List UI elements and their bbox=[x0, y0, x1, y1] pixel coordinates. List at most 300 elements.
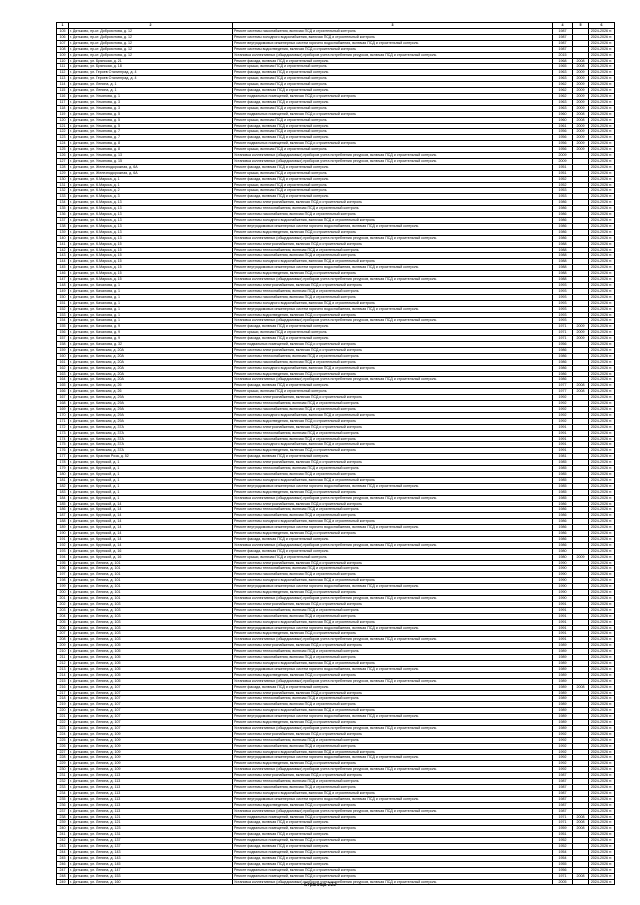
row-number-cell: 169 bbox=[57, 407, 69, 413]
work-type-cell: Ремонт подвальных помещений, включая ПСД и строительный контроль bbox=[233, 867, 553, 873]
row-number-cell: 222 bbox=[57, 720, 69, 726]
header-cell: 3 bbox=[233, 23, 553, 29]
work-type-cell: Ремонт внутридомовых инженерных систем горячего водоснабжения, включая ПСД и строительный контроль bbox=[233, 265, 553, 271]
build-year-cell: 1986 bbox=[553, 359, 573, 365]
build-year-cell: 1956 bbox=[553, 129, 573, 135]
address-cell: г. Дятьково, пр-кт. Доброхотова, д. 12 bbox=[69, 29, 233, 35]
last-repair-year-cell: 2009 bbox=[573, 76, 589, 82]
planned-period-cell: 2024-2026 гг. bbox=[589, 619, 615, 625]
planned-period-cell: 2024-2026 гг. bbox=[589, 223, 615, 229]
row-number-cell: 240 bbox=[57, 826, 69, 832]
row-number-cell: 122 bbox=[57, 129, 69, 135]
address-cell: г. Дятьково, ул. Железнодорожная, д. 6А bbox=[69, 164, 233, 170]
work-type-cell: Ремонт системы теплоснабжения, включая ПСД и строительный контроль bbox=[233, 566, 553, 572]
address-cell: г. Дятьково, ул. Киевская, д. 37А bbox=[69, 424, 233, 430]
work-type-cell: Ремонт системы холодного водоснабжения, включая ПСД и строительный контроль bbox=[233, 790, 553, 796]
address-cell: г. Дятьково, ул. Ленина, д. 121 bbox=[69, 820, 233, 826]
row-number-cell: 219 bbox=[57, 702, 69, 708]
build-year-cell: 1965 bbox=[553, 64, 573, 70]
planned-period-cell: 2024-2026 гг. bbox=[589, 572, 615, 578]
address-cell: г. Дятьково, ул. Ленина, д. 1 bbox=[69, 88, 233, 94]
planned-period-cell: 2024-2026 гг. bbox=[589, 70, 615, 76]
work-type-cell: Ремонт системы газоснабжения, включая ПСД и строительный контроль bbox=[233, 785, 553, 791]
address-cell: г. Дятьково, ул. Крупской, д. 1 bbox=[69, 495, 233, 501]
work-type-cell: Ремонт фасада, включая ПСД и строительный контроль bbox=[233, 99, 553, 105]
planned-period-cell: 2024-2026 гг. bbox=[589, 412, 615, 418]
address-cell: г. Дятьково, ул. Крупской, д. 16 bbox=[69, 554, 233, 560]
work-type-cell: Ремонт фасада, включая ПСД и строительный контроль bbox=[233, 88, 553, 94]
build-year-cell: 1960 bbox=[553, 117, 573, 123]
planned-period-cell: 2024-2026 гг. bbox=[589, 235, 615, 241]
build-year-cell: 2009 bbox=[553, 153, 573, 159]
address-cell: г. Дятьково, ул. Ленина, д. 137 bbox=[69, 844, 233, 850]
row-number-cell: 149 bbox=[57, 288, 69, 294]
planned-period-cell: 2024-2026 гг. bbox=[589, 342, 615, 348]
address-cell: г. Дятьково, ул. Ленина, д. 121 bbox=[69, 814, 233, 820]
work-type-cell: Ремонт фасада, включая ПСД и строительный контроль bbox=[233, 336, 553, 342]
row-number-cell: 187 bbox=[57, 513, 69, 519]
row-number-cell: 225 bbox=[57, 737, 69, 743]
row-number-cell: 226 bbox=[57, 743, 69, 749]
address-cell: г. Дятьково, ул. Крупской, д. 1 bbox=[69, 460, 233, 466]
work-type-cell: Ремонт крыши, включая ПСД и строительный контроль bbox=[233, 170, 553, 176]
work-type-cell: Ремонт подвальных помещений, включая ПСД и строительный контроль bbox=[233, 826, 553, 832]
planned-period-cell: 2024-2026 гг. bbox=[589, 566, 615, 572]
work-type-cell: Ремонт фасада, включая ПСД и строительный контроль bbox=[233, 855, 553, 861]
header-cell: 6 bbox=[589, 23, 615, 29]
row-number-cell: 208 bbox=[57, 637, 69, 643]
planned-period-cell: 2024-2026 гг. bbox=[589, 218, 615, 224]
work-type-cell: Ремонт системы газоснабжения, включая ПСД и строительный контроль bbox=[233, 212, 553, 218]
planned-period-cell: 2024-2026 гг. bbox=[589, 418, 615, 424]
work-type-cell: Ремонт фасада, включая ПСД и строительный контроль bbox=[233, 844, 553, 850]
address-cell: г. Дятьково, ул. Ленина, д. 103 bbox=[69, 637, 233, 643]
last-repair-year-cell: 2009 bbox=[573, 135, 589, 141]
address-cell: г. Дятьково, ул. К.Маркса, д. 3 bbox=[69, 194, 233, 200]
build-year-cell: 2005 bbox=[553, 879, 573, 885]
work-type-cell: Ремонт внутридомовых инженерных систем горячего водоснабжения, включая ПСД и строительный контроль bbox=[233, 755, 553, 761]
work-type-cell: Ремонт внутридомовых инженерных систем горячего водоснабжения, включая ПСД и строительный контроль bbox=[233, 525, 553, 531]
address-cell: г. Дятьково, ул. Крупской, д. 1 bbox=[69, 477, 233, 483]
address-cell: г. Дятьково, ул. Крупской, д. 16 bbox=[69, 548, 233, 554]
planned-period-cell: 2024-2026 гг. bbox=[589, 844, 615, 850]
build-year-cell: 1952 bbox=[553, 838, 573, 844]
row-number-cell: 154 bbox=[57, 318, 69, 324]
work-type-cell: Установка коллективных (общедомовых) приборов учета потребления ресурсов, включая ПСД и строительный контроль bbox=[233, 879, 553, 885]
address-cell: г. Дятьково, ул. К.Маркса, д. 1 bbox=[69, 182, 233, 188]
row-number-cell: 194 bbox=[57, 554, 69, 560]
work-type-cell: Ремонт системы водоотведения, включая ПСД и строительный контроль bbox=[233, 312, 553, 318]
build-year-cell: 1992 bbox=[553, 407, 573, 413]
row-number-cell: 112 bbox=[57, 70, 69, 76]
work-type-cell: Установка коллективных (общедомовых) приборов учета потребления ресурсов, включая ПСД и строительный контроль bbox=[233, 725, 553, 731]
row-number-cell: 246 bbox=[57, 861, 69, 867]
row-number-cell: 204 bbox=[57, 613, 69, 619]
planned-period-cell: 2024-2026 гг. bbox=[589, 702, 615, 708]
build-year-cell: 1993 bbox=[553, 288, 573, 294]
work-type-cell: Ремонт системы электроснабжения, включая ПСД и строительный контроль bbox=[233, 395, 553, 401]
address-cell: г. Дятьково, ул. Ленина, д. 109 bbox=[69, 731, 233, 737]
row-number-cell: 241 bbox=[57, 832, 69, 838]
planned-period-cell: 2024-2026 гг. bbox=[589, 513, 615, 519]
work-type-cell: Ремонт крыши, включая ПСД и строительный контроль bbox=[233, 182, 553, 188]
address-cell: г. Дятьково, ул. Киевская, д. 20А bbox=[69, 371, 233, 377]
address-cell: г. Дятьково, ул. Брянская, д. 18 bbox=[69, 64, 233, 70]
address-cell: г. Дятьково, ул. Качалова, д. 1 bbox=[69, 306, 233, 312]
planned-period-cell: 2024-2026 гг. bbox=[589, 761, 615, 767]
row-number-cell: 108 bbox=[57, 46, 69, 52]
row-number-cell: 191 bbox=[57, 536, 69, 542]
work-type-cell: Ремонт системы газоснабжения, включая ПСД и строительный контроль bbox=[233, 655, 553, 661]
planned-period-cell: 2024-2026 гг. bbox=[589, 536, 615, 542]
row-number-cell: 230 bbox=[57, 767, 69, 773]
planned-period-cell: 2024-2026 гг. bbox=[589, 64, 615, 70]
build-year-cell: 1992 bbox=[553, 767, 573, 773]
build-year-cell: 1986 bbox=[553, 212, 573, 218]
build-year-cell: 1990 bbox=[553, 578, 573, 584]
row-number-cell: 207 bbox=[57, 631, 69, 637]
work-type-cell: Ремонт фасада, включая ПСД и строительный контроль bbox=[233, 176, 553, 182]
work-type-cell: Ремонт подвальных помещений, включая ПСД и строительный контроль bbox=[233, 814, 553, 820]
address-cell: г. Дятьково, ул. Ленина, д. 109 bbox=[69, 761, 233, 767]
work-type-cell: Установка коллективных (общедомовых) приборов учета потребления ресурсов, включая ПСД и строительный контроль bbox=[233, 678, 553, 684]
planned-period-cell: 2024-2026 гг. bbox=[589, 129, 615, 135]
address-cell: г. Дятьково, ул. К.Маркса, д. 15 bbox=[69, 277, 233, 283]
last-repair-year-cell: 2008 bbox=[573, 873, 589, 879]
address-cell: г. Дятьково, ул. Крупской, д. 1 bbox=[69, 483, 233, 489]
row-number-cell: 110 bbox=[57, 58, 69, 64]
planned-period-cell: 2024-2026 гг. bbox=[589, 58, 615, 64]
row-number-cell: 200 bbox=[57, 590, 69, 596]
planned-period-cell: 2024-2026 гг. bbox=[589, 324, 615, 330]
row-number-cell: 111 bbox=[57, 64, 69, 70]
planned-period-cell: 2024-2026 гг. bbox=[589, 643, 615, 649]
build-year-cell: 1993 bbox=[553, 318, 573, 324]
address-cell: г. Дятьково, ул. Брянская, д. 21 bbox=[69, 58, 233, 64]
work-type-cell: Ремонт системы теплоснабжения, включая ПСД и строительный контроль bbox=[233, 507, 553, 513]
address-cell: г. Дятьково, ул. Ленина, д. 113 bbox=[69, 808, 233, 814]
address-cell: г. Дятьково, ул. Крупской, д. 1 bbox=[69, 471, 233, 477]
row-number-cell: 199 bbox=[57, 584, 69, 590]
address-cell: г. Дятьково, ул. Ленина, д. 113 bbox=[69, 796, 233, 802]
address-cell: г. Дятьково, ул. Ленина, д. 145 bbox=[69, 861, 233, 867]
work-type-cell: Ремонт системы газоснабжения, включая ПСД и строительный контроль bbox=[233, 253, 553, 259]
work-type-cell: Установка коллективных (общедомовых) приборов учета потребления ресурсов, включая ПСД и строительный контроль bbox=[233, 153, 553, 159]
planned-period-cell: 2024-2026 гг. bbox=[589, 40, 615, 46]
row-number-cell: 218 bbox=[57, 696, 69, 702]
last-repair-year-cell: 2009 bbox=[573, 99, 589, 105]
work-type-cell: Ремонт подвальных помещений, включая ПСД и строительный контроль bbox=[233, 849, 553, 855]
row-number-cell: 209 bbox=[57, 643, 69, 649]
work-type-cell: Ремонт крыши, включая ПСД и строительный контроль bbox=[233, 64, 553, 70]
row-number-cell: 249 bbox=[57, 879, 69, 885]
build-year-cell: 1992 bbox=[553, 755, 573, 761]
row-number-cell: 142 bbox=[57, 247, 69, 253]
row-number-cell: 145 bbox=[57, 265, 69, 271]
work-type-cell: Установка коллективных (общедомовых) приборов учета потребления ресурсов, включая ПСД и строительный контроль bbox=[233, 495, 553, 501]
work-type-cell: Ремонт системы теплоснабжения, включая ПСД и строительный контроль bbox=[233, 353, 553, 359]
address-cell: г. Дятьково, ул. Ульянова, д. 7 bbox=[69, 129, 233, 135]
planned-period-cell: 2024-2026 гг. bbox=[589, 678, 615, 684]
address-cell: г. Дятьково, ул. Красная Роза, д. 52 bbox=[69, 454, 233, 460]
header-cell: 2 bbox=[69, 23, 233, 29]
work-type-cell: Ремонт системы электроснабжения, включая ПСД и строительный контроль bbox=[233, 501, 553, 507]
build-year-cell: 1956 bbox=[553, 141, 573, 147]
work-type-cell: Ремонт системы электроснабжения, включая ПСД и строительный контроль bbox=[233, 690, 553, 696]
address-cell: г. Дятьково, ул. Качалова, д. 1 bbox=[69, 312, 233, 318]
work-type-cell: Ремонт системы холодного водоснабжения, включая ПСД и строительный контроль bbox=[233, 218, 553, 224]
row-number-cell: 138 bbox=[57, 223, 69, 229]
address-cell: г. Дятьково, ул. К.Маркса, д. 13 bbox=[69, 229, 233, 235]
row-number-cell: 164 bbox=[57, 377, 69, 383]
planned-period-cell: 2024-2026 гг. bbox=[589, 318, 615, 324]
planned-period-cell: 2024-2026 гг. bbox=[589, 164, 615, 170]
build-year-cell: 1992 bbox=[553, 412, 573, 418]
row-number-cell: 171 bbox=[57, 418, 69, 424]
build-year-cell: 1989 bbox=[553, 720, 573, 726]
address-cell: г. Дятьково, ул. Ульянова, д. 7 bbox=[69, 135, 233, 141]
row-number-cell: 120 bbox=[57, 117, 69, 123]
work-type-cell: Ремонт системы газоснабжения, включая ПСД и строительный контроль bbox=[233, 29, 553, 35]
row-number-cell: 182 bbox=[57, 483, 69, 489]
address-cell: г. Дятьково, ул. Ленина, д. 113 bbox=[69, 790, 233, 796]
planned-period-cell: 2024-2026 гг. bbox=[589, 525, 615, 531]
build-year-cell: 1989 bbox=[553, 643, 573, 649]
build-year-cell: 1980 bbox=[553, 554, 573, 560]
build-year-cell: 1986 bbox=[553, 501, 573, 507]
work-type-cell: Ремонт системы электроснабжения, включая ПСД и строительный контроль bbox=[233, 560, 553, 566]
address-cell: г. Дятьково, ул. Киевская, д. 29А bbox=[69, 407, 233, 413]
row-number-cell: 175 bbox=[57, 442, 69, 448]
build-year-cell: 1977 bbox=[553, 383, 573, 389]
address-cell: г. Дятьково, ул. Ульянова, д. 8 bbox=[69, 141, 233, 147]
planned-period-cell: 2024-2026 гг. bbox=[589, 749, 615, 755]
work-type-cell: Ремонт внутридомовых инженерных систем горячего водоснабжения, включая ПСД и строительный контроль bbox=[233, 306, 553, 312]
work-type-cell: Ремонт системы электроснабжения, включая ПСД и строительный контроль bbox=[233, 460, 553, 466]
planned-period-cell: 2024-2026 гг. bbox=[589, 501, 615, 507]
planned-period-cell: 2024-2026 гг. bbox=[589, 785, 615, 791]
last-repair-year-cell: 2008 bbox=[573, 826, 589, 832]
planned-period-cell: 2024-2026 гг. bbox=[589, 229, 615, 235]
row-number-cell: 107 bbox=[57, 40, 69, 46]
build-year-cell: 1991 bbox=[553, 436, 573, 442]
address-cell: г. Дятьково, ул. К.Маркса, д. 13 bbox=[69, 206, 233, 212]
planned-period-cell: 2024-2026 гг. bbox=[589, 879, 615, 885]
planned-period-cell: 2024-2026 гг. bbox=[589, 483, 615, 489]
work-type-cell: Ремонт системы газоснабжения, включая ПСД и строительный контроль bbox=[233, 471, 553, 477]
planned-period-cell: 2024-2026 гг. bbox=[589, 684, 615, 690]
row-number-cell: 141 bbox=[57, 241, 69, 247]
planned-period-cell: 2024-2026 гг. bbox=[589, 306, 615, 312]
build-year-cell: 1989 bbox=[553, 684, 573, 690]
planned-period-cell: 2024-2026 гг. bbox=[589, 708, 615, 714]
planned-period-cell: 2024-2026 гг. bbox=[589, 832, 615, 838]
planned-period-cell: 2024-2026 гг. bbox=[589, 802, 615, 808]
build-year-cell: 1952 bbox=[553, 844, 573, 850]
planned-period-cell: 2024-2026 гг. bbox=[589, 489, 615, 495]
row-number-cell: 115 bbox=[57, 88, 69, 94]
planned-period-cell: 2024-2026 гг. bbox=[589, 596, 615, 602]
build-year-cell: 1956 bbox=[553, 867, 573, 873]
row-number-cell: 162 bbox=[57, 365, 69, 371]
row-number-cell: 189 bbox=[57, 525, 69, 531]
address-cell: г. Дятьково, ул. Качалова, д. 1 bbox=[69, 282, 233, 288]
last-repair-year-cell: 2009 bbox=[573, 93, 589, 99]
address-cell: г. Дятьково, ул. Крупской, д. 14 bbox=[69, 501, 233, 507]
address-cell: г. Дятьково, ул. Ленина, д. 137 bbox=[69, 838, 233, 844]
work-type-cell: Ремонт фасада, включая ПСД и строительный контроль bbox=[233, 58, 553, 64]
row-number-cell: 117 bbox=[57, 99, 69, 105]
work-type-cell: Ремонт системы холодного водоснабжения, включая ПСД и строительный контроль bbox=[233, 519, 553, 525]
planned-period-cell: 2024-2026 гг. bbox=[589, 135, 615, 141]
address-cell: г. Дятьково, ул. Киевская, д. 20А bbox=[69, 353, 233, 359]
build-year-cell: 1986 bbox=[553, 377, 573, 383]
build-year-cell: 1971 bbox=[553, 336, 573, 342]
address-cell: г. Дятьково, ул. Крупской, д. 14 bbox=[69, 519, 233, 525]
work-type-cell: Ремонт фасада, включая ПСД и строительный контроль bbox=[233, 135, 553, 141]
work-type-cell: Ремонт крыши, включая ПСД и строительный контроль bbox=[233, 147, 553, 153]
address-cell: г. Дятьково, ул. Киевская, д. 37А bbox=[69, 448, 233, 454]
row-number-cell: 180 bbox=[57, 471, 69, 477]
build-year-cell: 1991 bbox=[553, 637, 573, 643]
build-year-cell: 1962 bbox=[553, 82, 573, 88]
address-cell: г. Дятьково, ул. Ленина, д. 147 bbox=[69, 867, 233, 873]
work-type-cell: Ремонт системы газоснабжения, включая ПСД и строительный контроль bbox=[233, 743, 553, 749]
address-cell: г. Дятьково, ул. Киевская, д. 20А bbox=[69, 365, 233, 371]
build-year-cell: 1989 bbox=[553, 660, 573, 666]
row-number-cell: 228 bbox=[57, 755, 69, 761]
row-number-cell: 210 bbox=[57, 649, 69, 655]
work-type-cell: Ремонт внутридомовых инженерных систем горячего водоснабжения, включая ПСД и строительный контроль bbox=[233, 223, 553, 229]
work-type-cell: Ремонт системы холодного водоснабжения, включая ПСД и строительный контроль bbox=[233, 477, 553, 483]
address-cell: г. Дятьково, ул. Киевская, д. 37А bbox=[69, 436, 233, 442]
address-cell: г. Дятьково, ул. Киевская, д. 29А bbox=[69, 401, 233, 407]
row-number-cell: 193 bbox=[57, 548, 69, 554]
work-type-cell: Ремонт системы водоотведения, включая ПСД и строительный контроль bbox=[233, 802, 553, 808]
address-cell: г. Дятьково, ул. Ленина, д. 109 bbox=[69, 749, 233, 755]
address-cell: г. Дятьково, ул. Ленина, д. 107 bbox=[69, 702, 233, 708]
build-year-cell: 1993 bbox=[553, 312, 573, 318]
row-number-cell: 184 bbox=[57, 495, 69, 501]
planned-period-cell: 2024-2026 гг. bbox=[589, 212, 615, 218]
work-type-cell: Ремонт крыши, включая ПСД и строительный контроль bbox=[233, 105, 553, 111]
address-cell: г. Дятьково, ул. Ленина, д. 107 bbox=[69, 720, 233, 726]
build-year-cell: 1988 bbox=[553, 277, 573, 283]
address-cell: г. Дятьково, ул. Крупской, д. 14 bbox=[69, 525, 233, 531]
planned-period-cell: 2024-2026 гг. bbox=[589, 99, 615, 105]
address-cell: г. Дятьково, ул. К.Маркса, д. 1 bbox=[69, 176, 233, 182]
build-year-cell: 1985 bbox=[553, 495, 573, 501]
row-number-cell: 203 bbox=[57, 607, 69, 613]
row-number-cell: 143 bbox=[57, 253, 69, 259]
row-number-cell: 166 bbox=[57, 389, 69, 395]
work-type-cell: Ремонт системы электроснабжения, включая ПСД и строительный контроль bbox=[233, 424, 553, 430]
row-number-cell: 105 bbox=[57, 29, 69, 35]
document-page bbox=[56, 22, 613, 885]
last-repair-year-cell: 2009 bbox=[573, 105, 589, 111]
row-number-cell: 121 bbox=[57, 123, 69, 129]
planned-period-cell: 2024-2026 гг. bbox=[589, 471, 615, 477]
build-year-cell: 1951 bbox=[553, 170, 573, 176]
build-year-cell: 1987 bbox=[553, 773, 573, 779]
address-cell: г. Дятьково, ул. К.Маркса, д. 13 bbox=[69, 218, 233, 224]
work-type-cell: Ремонт системы теплоснабжения, включая ПСД и строительный контроль bbox=[233, 206, 553, 212]
planned-period-cell: 2024-2026 гг. bbox=[589, 519, 615, 525]
last-repair-year-cell: 2008 bbox=[573, 58, 589, 64]
build-year-cell: 1989 bbox=[553, 666, 573, 672]
build-year-cell: 1990 bbox=[553, 590, 573, 596]
work-type-cell: Ремонт системы теплоснабжения, включая ПСД и строительный контроль bbox=[233, 607, 553, 613]
work-type-cell: Установка коллективных (общедомовых) приборов учета потребления ресурсов, включая ПСД и строительный контроль bbox=[233, 318, 553, 324]
work-type-cell: Ремонт системы холодного водоснабжения, включая ПСД и строительный контроль bbox=[233, 412, 553, 418]
row-number-cell: 229 bbox=[57, 761, 69, 767]
row-number-cell: 188 bbox=[57, 519, 69, 525]
planned-period-cell: 2024-2026 гг. bbox=[589, 182, 615, 188]
build-year-cell: 1988 bbox=[553, 247, 573, 253]
row-number-cell: 233 bbox=[57, 785, 69, 791]
address-cell: г. Дятьково, ул. К.Маркса, д. 15 bbox=[69, 253, 233, 259]
row-number-cell: 197 bbox=[57, 572, 69, 578]
row-number-cell: 237 bbox=[57, 808, 69, 814]
work-type-cell: Установка коллективных (общедомовых) приборов учета потребления ресурсов, включая ПСД и строительный контроль bbox=[233, 542, 553, 548]
address-cell: г. Дятьково, ул. Ленина, д. 143 bbox=[69, 855, 233, 861]
work-type-cell: Ремонт системы газоснабжения, включая ПСД и строительный контроль bbox=[233, 613, 553, 619]
work-type-cell: Ремонт системы газоснабжения, включая ПСД и строительный контроль bbox=[233, 513, 553, 519]
planned-period-cell: 2024-2026 гг. bbox=[589, 755, 615, 761]
row-number-cell: 220 bbox=[57, 708, 69, 714]
build-year-cell: 1980 bbox=[553, 548, 573, 554]
build-year-cell: 1986 bbox=[553, 531, 573, 537]
address-cell: г. Дятьково, ул. Ульянова, д. 15 bbox=[69, 158, 233, 164]
work-type-cell: Ремонт системы водоотведения, включая ПСД и строительный контроль bbox=[233, 229, 553, 235]
work-type-cell: Ремонт фасада, включая ПСД и строительный контроль bbox=[233, 454, 553, 460]
build-year-cell: 1991 bbox=[553, 619, 573, 625]
address-cell: г. Дятьково, ул. Ульянова, д. 13 bbox=[69, 153, 233, 159]
build-year-cell: 2009 bbox=[553, 158, 573, 164]
row-number-cell: 146 bbox=[57, 271, 69, 277]
address-cell: г. Дятьково, ул. Ленина, д. 113 bbox=[69, 779, 233, 785]
work-type-cell: Ремонт системы электроснабжения, включая ПСД и строительный контроль bbox=[233, 200, 553, 206]
work-type-cell: Ремонт системы водоотведения, включая ПСД и строительный контроль bbox=[233, 672, 553, 678]
build-year-cell: 1990 bbox=[553, 596, 573, 602]
last-repair-year-cell: 2008 bbox=[573, 820, 589, 826]
address-cell: г. Дятьково, ул. Качалова, д. 1 bbox=[69, 300, 233, 306]
planned-period-cell: 2024-2026 гг. bbox=[589, 206, 615, 212]
build-year-cell: 1986 bbox=[553, 200, 573, 206]
planned-period-cell: 2024-2026 гг. bbox=[589, 141, 615, 147]
last-repair-year-cell: 2009 bbox=[573, 336, 589, 342]
work-type-cell: Ремонт системы газоснабжения, включая ПСД и строительный контроль bbox=[233, 436, 553, 442]
row-number-cell: 155 bbox=[57, 324, 69, 330]
work-type-cell: Ремонт системы теплоснабжения, включая ПСД и строительный контроль bbox=[233, 466, 553, 472]
address-cell: г. Дятьково, ул. Киевская, д. 26 bbox=[69, 383, 233, 389]
work-type-cell: Ремонт системы водоотведения, включая ПСД и строительный контроль bbox=[233, 531, 553, 537]
planned-period-cell: 2024-2026 гг. bbox=[589, 194, 615, 200]
row-number-cell: 140 bbox=[57, 235, 69, 241]
work-type-cell: Ремонт подвальных помещений, включая ПСД и строительный контроль bbox=[233, 838, 553, 844]
planned-period-cell: 2024-2026 гг. bbox=[589, 773, 615, 779]
row-number-cell: 147 bbox=[57, 277, 69, 283]
address-cell: г. Дятьково, ул. Ульянова, д. 3 bbox=[69, 99, 233, 105]
address-cell: г. Дятьково, ул. Ленина, д. 105 bbox=[69, 643, 233, 649]
work-type-cell: Ремонт системы теплоснабжения, включая ПСД и строительный контроль bbox=[233, 288, 553, 294]
address-cell: г. Дятьково, ул. К.Маркса, д. 13 bbox=[69, 235, 233, 241]
work-type-cell: Ремонт крыши, включая ПСД и строительный контроль bbox=[233, 330, 553, 336]
last-repair-year-cell: 2009 bbox=[573, 141, 589, 147]
build-year-cell: 1985 bbox=[553, 466, 573, 472]
planned-period-cell: 2024-2026 гг. bbox=[589, 200, 615, 206]
planned-period-cell: 2024-2026 гг. bbox=[589, 808, 615, 814]
